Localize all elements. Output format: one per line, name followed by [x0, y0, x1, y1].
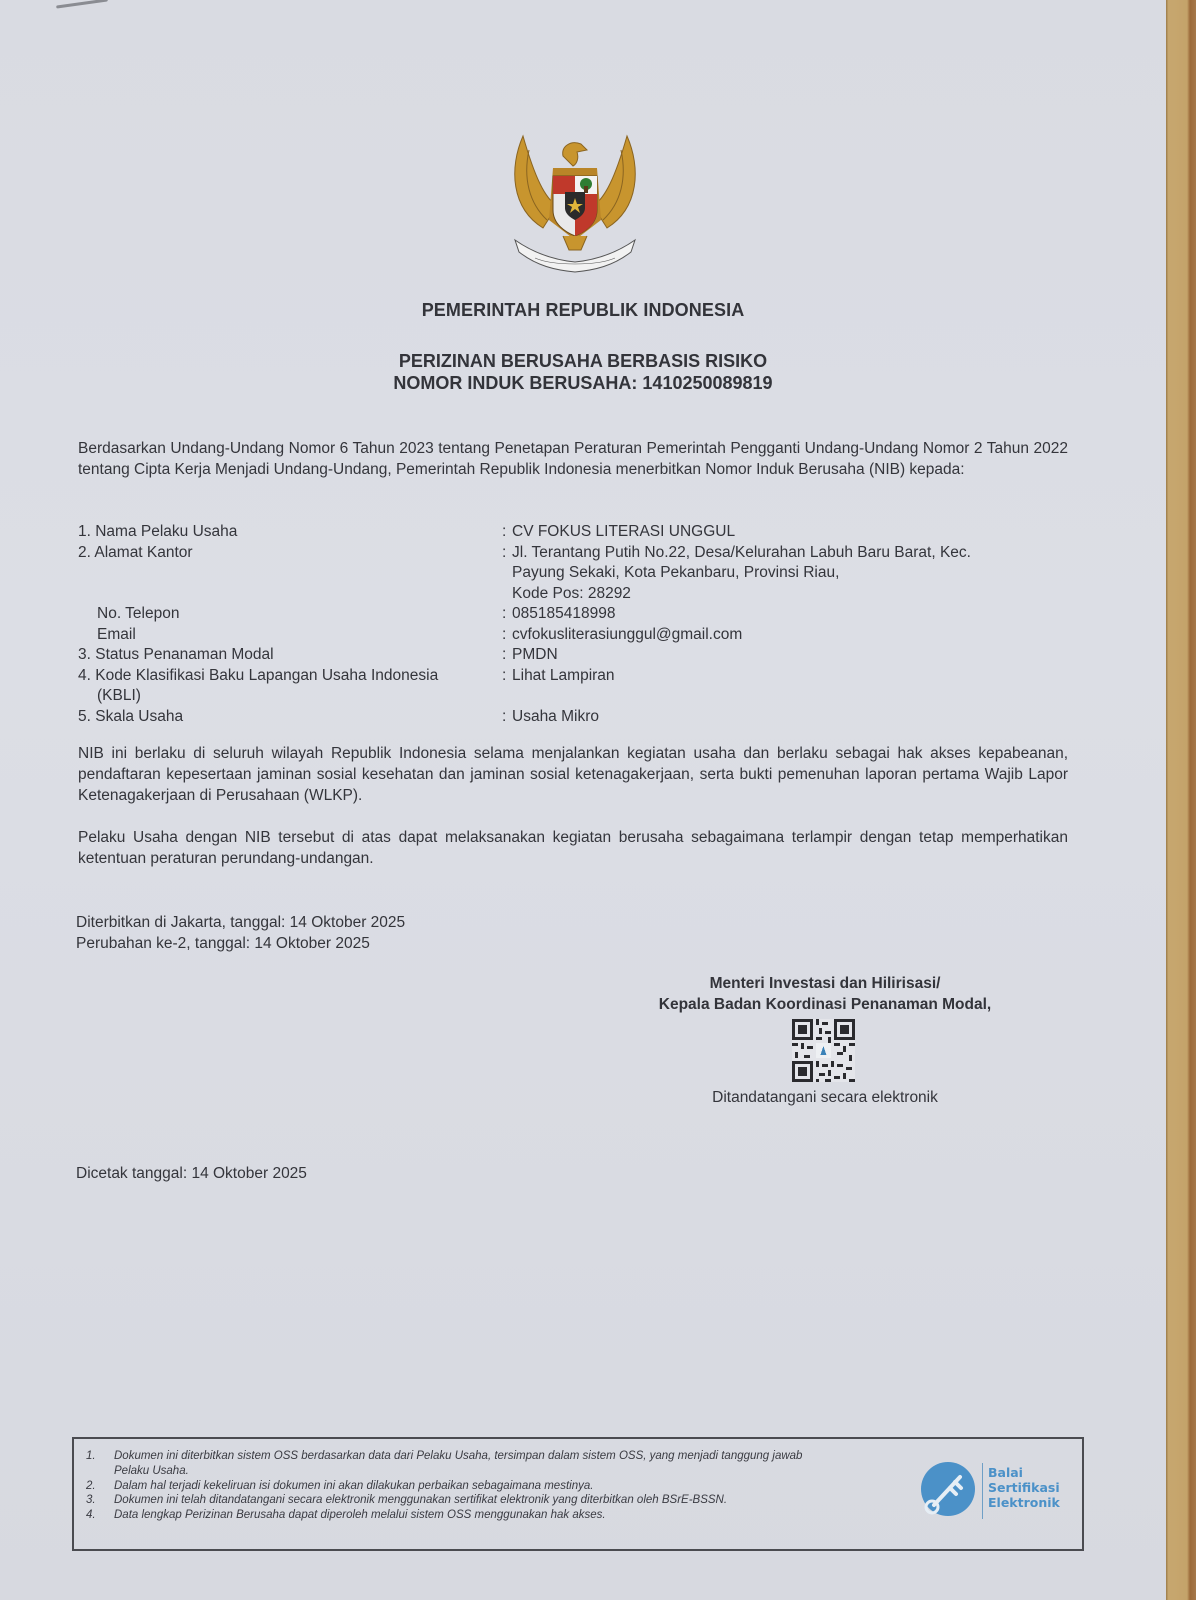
field-label: No. Telepon	[97, 605, 180, 622]
note-number: 3.	[86, 1494, 96, 1507]
qr-code-icon	[792, 1019, 855, 1082]
note-number: 4.	[86, 1509, 96, 1522]
note-text: Dokumen ini telah ditandatangani secara elektronik menggunakan sertifikat elektronik yang diterbitkan oleh BSrE-BSSN.	[114, 1494, 728, 1507]
background-wood-edge	[1166, 0, 1196, 1600]
field-phone	[78, 604, 1068, 625]
intro-paragraph: Berdasarkan Undang-Undang Nomor 6 Tahun 2023 tentang Penetapan Peraturan Pemerintah Pengganti Undang-Undang Nomor 2 Tahun 2022 tentang Cipta Kerja Menjadi Undang-Undang, Pemerintah Republik Indonesia menerbitkan Nomor Induk Berusaha (NIB) kepada:	[78, 440, 1068, 478]
issued-date: Diterbitkan di Jakarta, tanggal: 14 Oktober 2025	[76, 914, 406, 931]
document-title: PERIZINAN BERUSAHA BERBASIS RISIKO	[398, 351, 768, 371]
signatory-line-2: Kepala Badan Koordinasi Penanaman Modal,	[658, 996, 992, 1013]
note-number: 1.	[86, 1450, 96, 1462]
footer-note	[86, 1449, 916, 1479]
bsre-line-3: Elektronik	[988, 1495, 1060, 1510]
field-separator: :	[502, 523, 507, 540]
bsre-divider	[982, 1463, 983, 1519]
field-label: 3. Status Penanaman Modal	[78, 646, 274, 663]
validity-paragraph: NIB ini berlaku di seluruh wilayah Republik Indonesia selama menjalankan kegiatan usaha dan berlaku sebagai hak akses kepabeanan, pendaftaran kepesertaan jaminan sosial kesehatan dan jaminan sosial ketenagakerjaan, serta bukti pemenuhan laporan pertama Wajib Lapor Ketenagakerjaan di Perusahaan (WLKP).	[78, 745, 1068, 804]
bsre-key-icon	[920, 1461, 976, 1517]
nib-number-line: NOMOR INDUK BERUSAHA: 1410250089819	[393, 373, 773, 393]
address-line-3: Kode Pos: 28292	[512, 584, 631, 602]
field-value: 085185418998	[512, 605, 616, 622]
footer-notes-list	[86, 1449, 916, 1523]
field-separator: :	[502, 605, 507, 622]
field-value: Lihat Lampiran	[512, 666, 615, 684]
issuance-info	[76, 912, 405, 954]
staple-mark	[56, 0, 108, 9]
field-label: 1. Nama Pelaku Usaha	[78, 523, 238, 540]
kbli-label-line-1: 4. Kode Klasifikasi Baku Lapangan Usaha Indonesia	[78, 666, 439, 684]
field-value: CV FOKUS LITERASI UNGGUL	[512, 523, 736, 540]
field-label: 2. Alamat Kantor	[78, 543, 193, 561]
signatory-line-1: Menteri Investasi dan Hilirisasi/	[709, 975, 941, 992]
field-separator: :	[502, 543, 507, 561]
note-text: Data lengkap Perizinan Berusaha dapat diperoleh melalui sistem OSS menggunakan hak akses.	[114, 1509, 606, 1522]
field-value: cvfokusliterasiunggul@gmail.com	[512, 625, 743, 643]
kbli-label-line-2: (KBLI)	[97, 687, 141, 704]
note-text-line-1: Dokumen ini diterbitkan sistem OSS berdasarkan data dari Pelaku Usaha, tersimpan dalam sistem OSS, yang menjadi tanggung jawab	[114, 1450, 803, 1462]
field-separator: :	[502, 625, 507, 643]
field-kbli	[78, 666, 1068, 707]
compliance-paragraph: Pelaku Usaha dengan NIB tersebut di atas dapat melaksanakan kegiatan berusaha sebagaimana terlampir dengan tetap memperhatikan ketentuan peraturan perundang-undangan.	[78, 829, 1068, 867]
note-text-line-2: Pelaku Usaha.	[114, 1464, 189, 1477]
field-value	[512, 543, 1068, 605]
note-text: Dalam hal terjadi kekeliruan isi dokumen ini akan dilakukan perbaikan sebagaimana mestinya.	[114, 1479, 594, 1492]
field-value: PMDN	[512, 646, 558, 663]
field-separator: :	[502, 646, 507, 663]
footer-note	[86, 1508, 916, 1523]
field-office-address	[78, 543, 1068, 605]
business-details-list	[78, 522, 1068, 727]
address-line-1: Jl. Terantang Putih No.22, Desa/Kelurahan Labuh Baru Barat, Kec.	[512, 543, 971, 561]
field-separator: :	[502, 707, 507, 725]
field-label	[78, 666, 502, 707]
field-value: Usaha Mikro	[512, 707, 599, 725]
footer-note	[86, 1493, 916, 1508]
footer-note	[86, 1479, 916, 1494]
signatory-title	[620, 973, 1030, 1015]
bsre-line-1: Balai	[988, 1465, 1023, 1480]
footer-notes-box	[72, 1437, 1084, 1551]
field-separator: :	[502, 666, 507, 684]
field-email	[78, 625, 1068, 646]
electronic-signature-note: Ditandatangani secara elektronik	[712, 1089, 938, 1106]
field-business-name	[78, 522, 1068, 543]
bsre-logo	[920, 1461, 1070, 1521]
revision-date: Perubahan ke-2, tanggal: 14 Oktober 2025	[76, 935, 370, 952]
field-investment-status	[78, 645, 1068, 666]
field-label: 5. Skala Usaha	[78, 707, 184, 725]
bsre-line-2: Sertifikasi	[988, 1480, 1060, 1495]
field-label: Email	[97, 625, 136, 643]
note-number: 2.	[86, 1479, 96, 1492]
field-business-scale	[78, 707, 1068, 728]
address-line-2: Payung Sekaki, Kota Pekanbaru, Provinsi Riau,	[512, 564, 840, 581]
printed-date: Dicetak tanggal: 14 Oktober 2025	[76, 1165, 307, 1182]
bsre-logo-text	[988, 1465, 1060, 1510]
garuda-emblem-icon	[505, 128, 645, 276]
note-text	[114, 1449, 916, 1479]
government-title: PEMERINTAH REPUBLIK INDONESIA	[421, 300, 745, 320]
